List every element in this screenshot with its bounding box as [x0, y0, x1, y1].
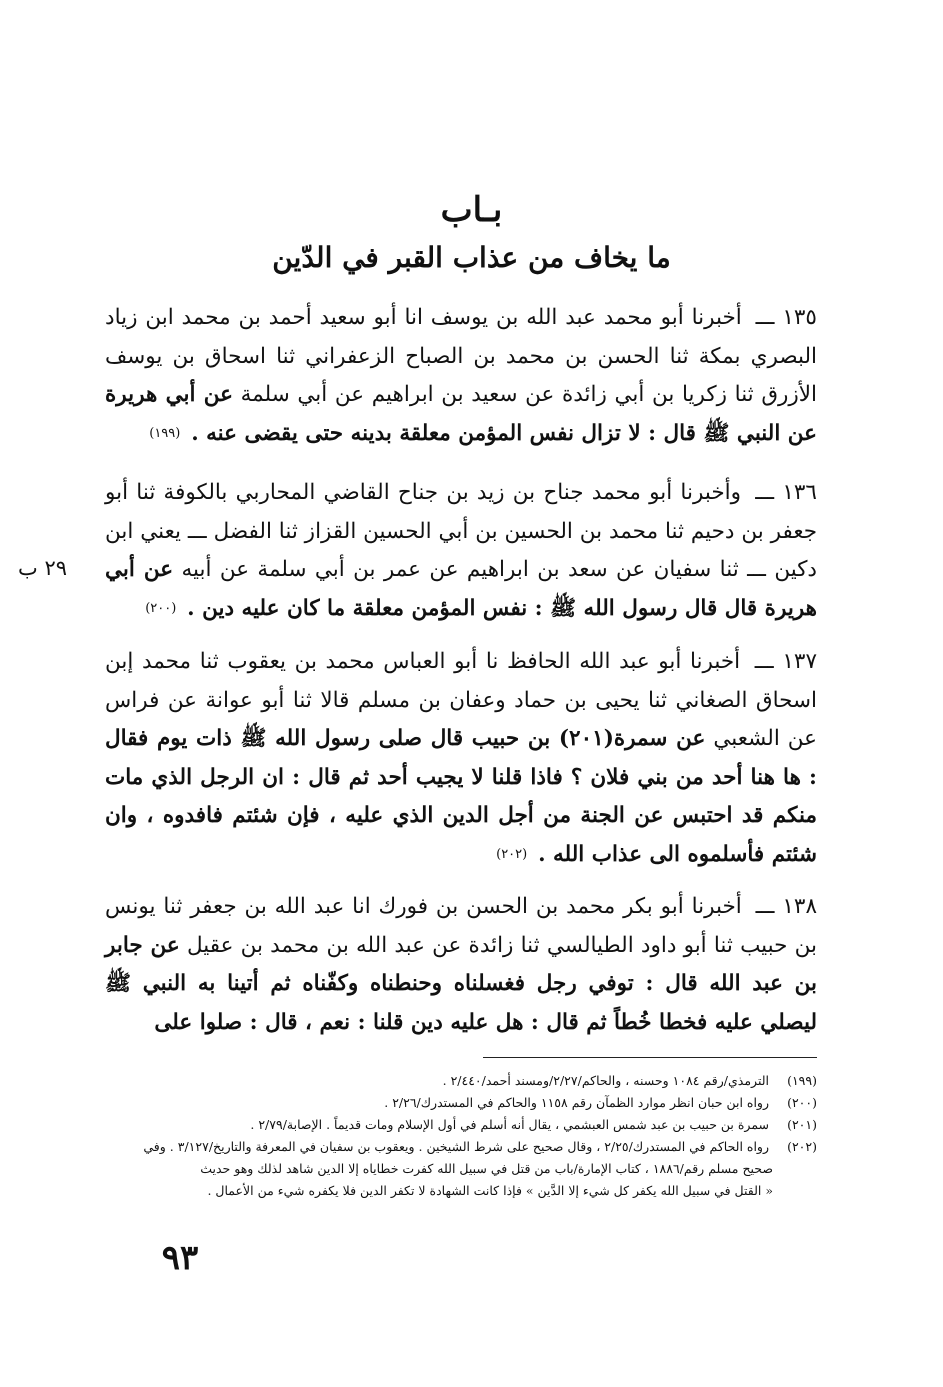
footnote-number: (٢٠٢): [787, 1139, 817, 1154]
footnote-text-continued: « القتل في سبيل الله يكفر كل شيء إلا الدَّين » فإذا كانت الشهادة لا تكفر الدين فلا يكفره شيء من الأعمال .: [207, 1183, 773, 1198]
footnote-text: الترمذي/رقم ١٠٨٤ وحسنه ، والحاكم/٢/٢٧/ومسند أحمد/٢/٤٤٠ .: [442, 1073, 770, 1088]
hadith-text: عن جابر بن عبد الله قال : توفي رجل فغسلناه وحنطناه وكفّناه ثم أتينا به النبي ﷺ ليصلي عليه فخطا خُطاً ثم قال : هل عليه دين قلنا : نعم ، قال : صلوا على: [105, 932, 817, 1035]
hadith-137: [105, 643, 817, 874]
footnote-divider: [483, 1057, 817, 1058]
footnotes: [140, 1070, 817, 1202]
footnote-number: (٢٠٠): [787, 1095, 817, 1110]
hadith-number: ١٣٦ ـــ: [755, 480, 817, 505]
hadith-text: عن سمرة(٢٠١) بن حبيب قال صلى رسول الله ﷺ ذات يوم فقال : ها هنا أحد من بني فلان ؟ فاذا قلنا لا يجيب أحد ثم قال : ان الرجل الذي مات منكم قد احتبس عن الجنة من أجل الدين الذي عليه ، فإن شئتم فافدوه ، وان شئتم فأسلموه الى عذاب الله .: [105, 726, 817, 867]
footnote-number: (١٩٩): [787, 1073, 817, 1088]
page-number: ٩٣: [161, 1238, 199, 1278]
footnote-text: رواه الحاكم في المستدرك/٢/٢٥ ، وقال صحيح على شرط الشيخين . ويعقوب بن سفيان في المعرفة والتاريخ/٣/١٢٧ . وفي: [143, 1139, 770, 1154]
hadith-chain: أخبرنا أبو بكر محمد بن الحسن بن فورك انا عبد الله بن جعفر ثنا يونس بن حبيب ثنا أبو داود الطيالسي ثنا زائدة عن عبد الله بن محمد بن عقيل: [105, 894, 817, 958]
footnote-200: [140, 1092, 817, 1114]
footnote-199: [140, 1070, 817, 1092]
hadith-number: ١٣٥ ـــ: [755, 305, 817, 330]
footnote-202: [140, 1136, 817, 1202]
manuscript-folio-note: ٢٩ ب: [18, 556, 68, 580]
hadith-chain: أخبرنا أبو عبد الله الحافظ نا أبو العباس محمد بن يعقوب ثنا محمد إبن اسحاق الصغاني ثنا يحيى بن حماد وعفان بن مسلم قالا ثنا أبو عوانة عن فراس عن الشعبي: [105, 649, 818, 751]
hadith-136: [105, 474, 817, 628]
footnote-reference: (١٩٩): [149, 425, 181, 441]
footnote-number: (٢٠١): [787, 1117, 817, 1132]
footnote-reference: (٢٠٢): [496, 846, 528, 862]
hadith-number: ١٣٧ ـــ: [754, 649, 817, 674]
hadith-text: عن أبي هريرة قال قال رسول الله ﷺ : نفس المؤمن معلقة ما كان عليه دين .: [105, 557, 817, 621]
chapter-subtitle: ما يخاف من عذاب القبر في الدّين: [272, 241, 671, 274]
chapter-title: بـاب: [440, 190, 503, 230]
hadith-chain: أخبرنا أبو محمد عبد الله بن يوسف انا أبو سعيد أحمد بن محمد ابن زياد البصري بمكة ثنا الحسن بن محمد بن الصباح الزعفراني ثنا اسحاق بن يوسف الأزرق ثنا زكريا بن أبي زائدة عن سعيد بن ابراهيم عن أبي سلمة: [105, 305, 817, 407]
hadith-text: عن أبي هريرة عن النبي ﷺ قال : لا تزال نفس المؤمن معلقة بدينه حتى يقضى عنه .: [105, 382, 817, 446]
footnote-201: [140, 1114, 817, 1136]
footnote-text: رواه ابن حبان انظر موارد الظمآن رقم ١١٥٨ والحاكم في المستدرك/٢/٢٦ .: [384, 1095, 770, 1110]
footnote-text: سمرة بن حبيب بن عبد شمس العبشمي ، يقال أنه أسلم في أول الإسلام ومات قديماً . الإصابة/٢/٧٩ .: [250, 1117, 770, 1132]
hadith-138: [105, 888, 817, 1042]
hadith-number: ١٣٨ ـــ: [755, 894, 817, 919]
footnote-reference: (٢٠٠): [145, 600, 177, 616]
hadith-chain: وأخبرنا أبو محمد جناح بن زيد بن جناح القاضي المحاربي بالكوفة ثنا أبو جعفر بن دحيم ثنا محمد بن الحسين بن أبي الحسين القزاز ثنا الفضل ـــ يعني ابن دكين ـــ ثنا سفيان عن سعد بن ابراهيم عن عمر بن أبي سلمة عن أبيه: [105, 480, 817, 582]
footnote-text-continued: صحيح مسلم رقم/١٨٨٦ ، كتاب الإمارة/باب من قتل في سبيل الله كفرت خطاياه إلا الدين شاهد لذلك وهو حديث: [200, 1161, 773, 1176]
hadith-135: [105, 299, 817, 453]
